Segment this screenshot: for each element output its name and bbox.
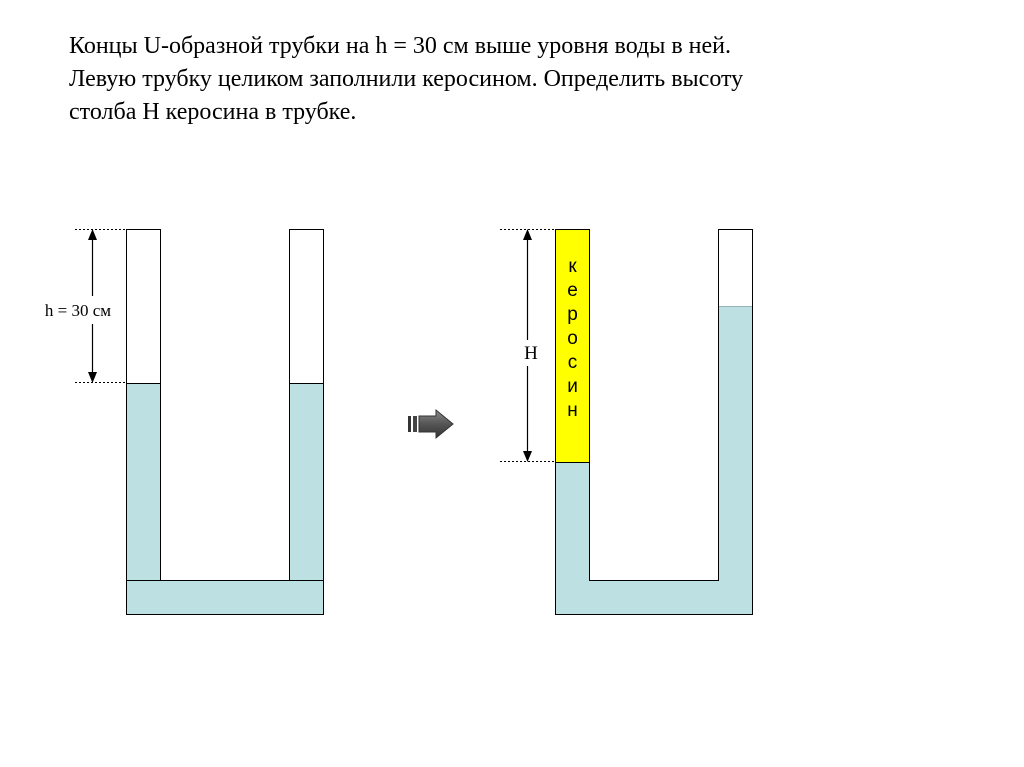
problem-line-3: столба H керосина в трубке. <box>69 99 357 125</box>
problem-line-1: Концы U-образной трубки на h = 30 см выше уровня воды в ней. <box>69 33 732 59</box>
kerosene-letter: р <box>567 304 578 325</box>
problem-line-2: Левую трубку целиком заполнили керосином. Определить высоту <box>69 66 744 92</box>
kerosene-label <box>567 256 578 421</box>
H-label: H <box>524 343 538 364</box>
kerosene-letter: е <box>567 280 578 301</box>
kerosene-letter: с <box>567 352 578 373</box>
left-u-tube <box>30 229 324 615</box>
right-u-tube <box>500 229 753 615</box>
kerosene-letter: к <box>568 256 577 277</box>
kerosene-letter: и <box>567 376 578 397</box>
transition-arrow-icon <box>408 410 453 438</box>
h-label: h = 30 см <box>44 301 112 320</box>
kerosene-letter: о <box>567 328 578 349</box>
kerosene-letter: н <box>567 400 578 421</box>
